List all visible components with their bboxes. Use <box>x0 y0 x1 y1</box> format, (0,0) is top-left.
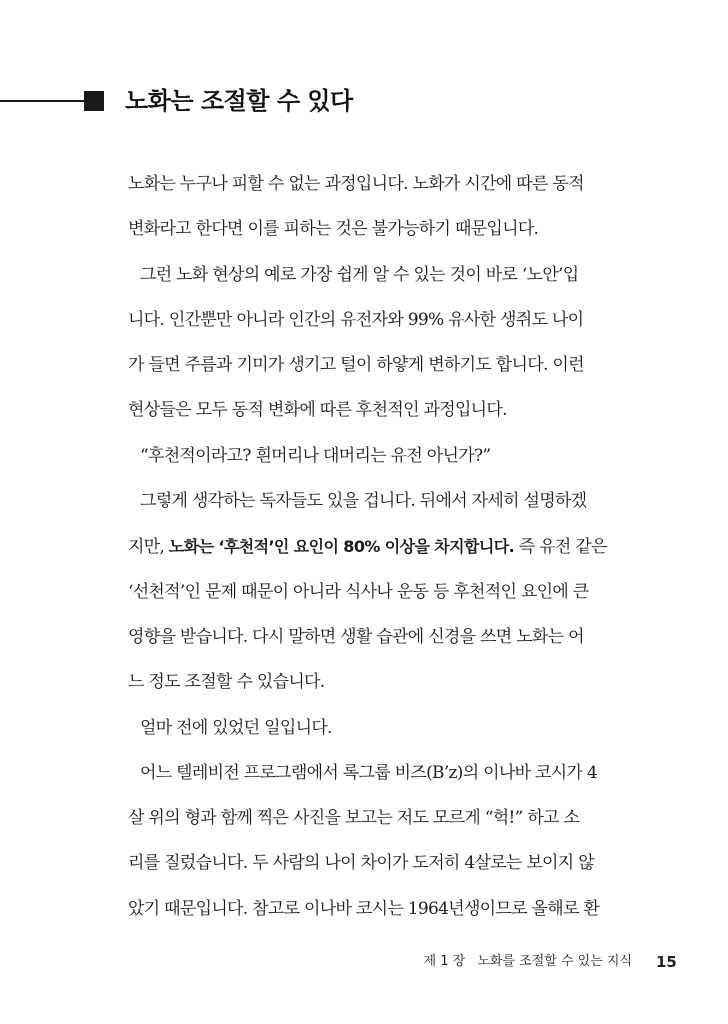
text-segment: 노화는 누구나 피할 수 없는 과정입니다. 노화가 시간에 따른 동적 <box>128 174 584 194</box>
text-segment: 니다. 인간뿐만 아니라 인간의 유전자와 99% 유사한 생쥐도 나이 <box>128 309 584 330</box>
text-segment: 았기 때문입니다. 참고로 이나바 코시는 1964년생이므로 올해로 환 <box>128 898 600 919</box>
text-line <box>128 479 648 524</box>
text-segment: 지만, <box>128 537 169 558</box>
text-line <box>128 253 648 298</box>
page-footer <box>423 950 677 974</box>
page-number: 15 <box>656 953 677 971</box>
text-segment: 그렇게 생각하는 독자들도 있을 겁니다. 뒤에서 자세히 설명하겠 <box>140 491 587 512</box>
text-line <box>128 706 648 751</box>
text-segment: “후천적이라고? 흰머리나 대머리는 유전 아닌가?” <box>140 445 491 466</box>
text-segment: 그런 노화 현상의 예로 가장 쉽게 알 수 있는 것이 바로 ‘노안’입 <box>140 264 579 285</box>
section-title: 노화는 조절할 수 있다 <box>125 87 353 115</box>
text-segment: ‘선천적’인 문제 때문이 아니라 식사나 운동 등 후천적인 요인에 큰 <box>128 581 589 602</box>
footer-chapter: 제 1 장 <box>423 954 466 969</box>
text-line <box>128 343 648 388</box>
heading-square-marker <box>84 91 104 111</box>
text-segment: 가 들면 주름과 기미가 생기고 털이 하얗게 변하기도 합니다. 이런 <box>128 355 584 376</box>
text-segment: 어느 텔레비전 프로그램에서 록그룹 비즈(B’z)의 이나바 코시가 4 <box>140 762 597 783</box>
text-segment: 느 정도 조절할 수 있습니다. <box>128 672 325 693</box>
text-segment: 영향을 받습니다. 다시 말하면 생활 습관에 신경을 쓰면 노화는 어 <box>128 626 584 647</box>
text-line <box>128 162 648 207</box>
footer-chapter-title: 노화를 조절할 수 있는 지식 <box>477 954 632 969</box>
text-line <box>128 751 648 796</box>
text-line <box>128 615 648 660</box>
text-line <box>128 207 648 252</box>
text-segment: 변화라고 한다면 이를 피하는 것은 불가능하기 때문입니다. <box>128 219 539 240</box>
emphasized-text: 노화는 ‘후천적’인 요인이 80% 이상을 차지합니다. <box>168 537 515 557</box>
heading-rule <box>0 100 84 102</box>
text-line <box>128 570 648 615</box>
text-line <box>128 660 648 705</box>
text-line <box>128 796 648 841</box>
text-line <box>128 388 648 433</box>
text-line <box>128 841 648 886</box>
text-segment: 즉 유전 같은 <box>514 537 607 558</box>
body-text <box>128 162 648 932</box>
text-line <box>128 298 648 343</box>
text-segment: 살 위의 형과 함께 찍은 사진을 보고는 저도 모르게 “헉!” 하고 소 <box>128 808 580 829</box>
text-line <box>128 887 648 932</box>
text-segment: 리를 질렀습니다. 두 사람의 나이 차이가 도저히 4살로는 보이지 않 <box>128 853 594 874</box>
text-line <box>128 434 648 479</box>
text-line <box>128 524 648 569</box>
text-segment: 현상들은 모두 동적 변화에 따른 후천적인 과정입니다. <box>128 400 507 421</box>
text-segment: 얼마 전에 있었던 일입니다. <box>140 717 332 738</box>
